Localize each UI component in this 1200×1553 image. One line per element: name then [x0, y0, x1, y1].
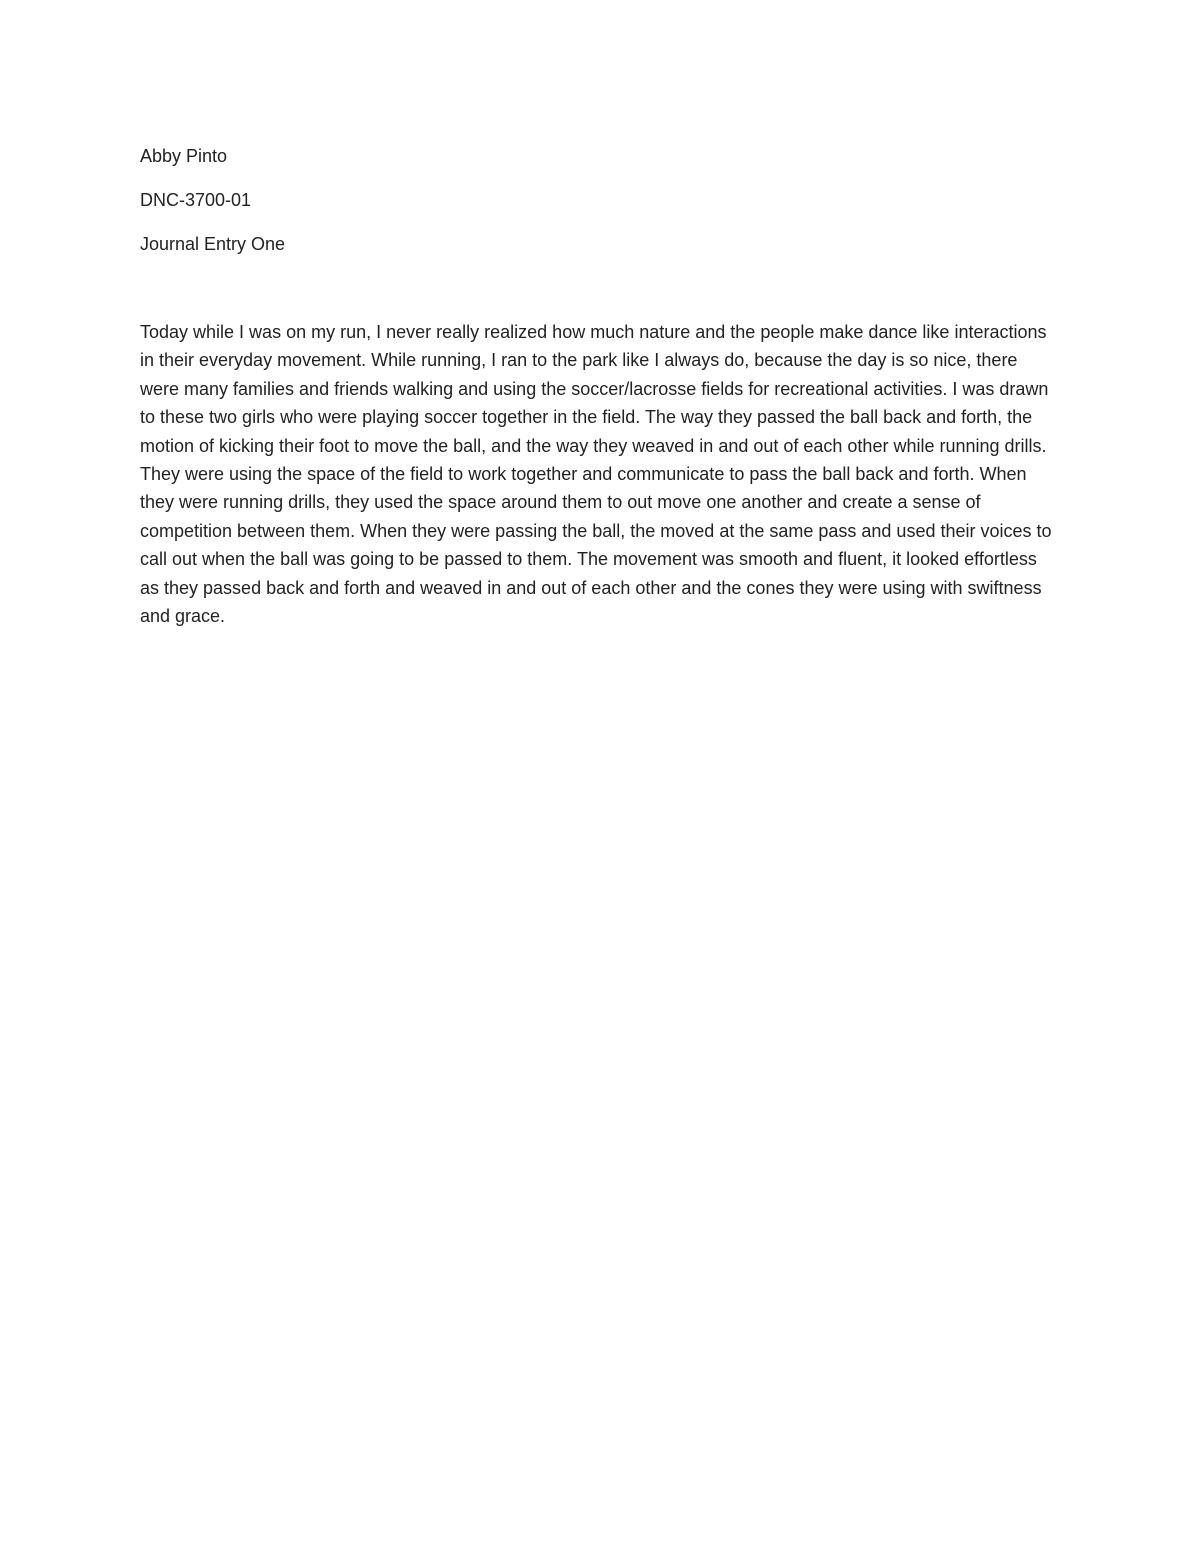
- document-content: [140, 142, 1060, 630]
- journal-body-paragraph: Today while I was on my run, I never really realized how much nature and the people make dance like interactions in their everyday movement. While running, I ran to the park like I always do, because the day is so nice, there were many families and friends walking and using the soccer/lacrosse fields for recreational activities. I was drawn to these two girls who were playing soccer together in the field. The way they passed the ball back and forth, the motion of kicking their foot to move the ball, and the way they weaved in and out of each other while running drills. They were using the space of the field to work together and communicate to pass the ball back and forth. When they were running drills, they used the space around them to out move one another and create a sense of competition between them. When they were passing the ball, the moved at the same pass and used their voices to call out when the ball was going to be passed to them. The movement was smooth and fluent, it looked effortless as they passed back and forth and weaved in and out of each other and the cones they were using with swiftness and grace.: [140, 322, 1052, 627]
- author-name: Abby Pinto: [140, 146, 228, 166]
- course-code: DNC-3700-01: [140, 190, 252, 210]
- spacer: [140, 274, 1060, 318]
- entry-title: Journal Entry One: [140, 234, 286, 254]
